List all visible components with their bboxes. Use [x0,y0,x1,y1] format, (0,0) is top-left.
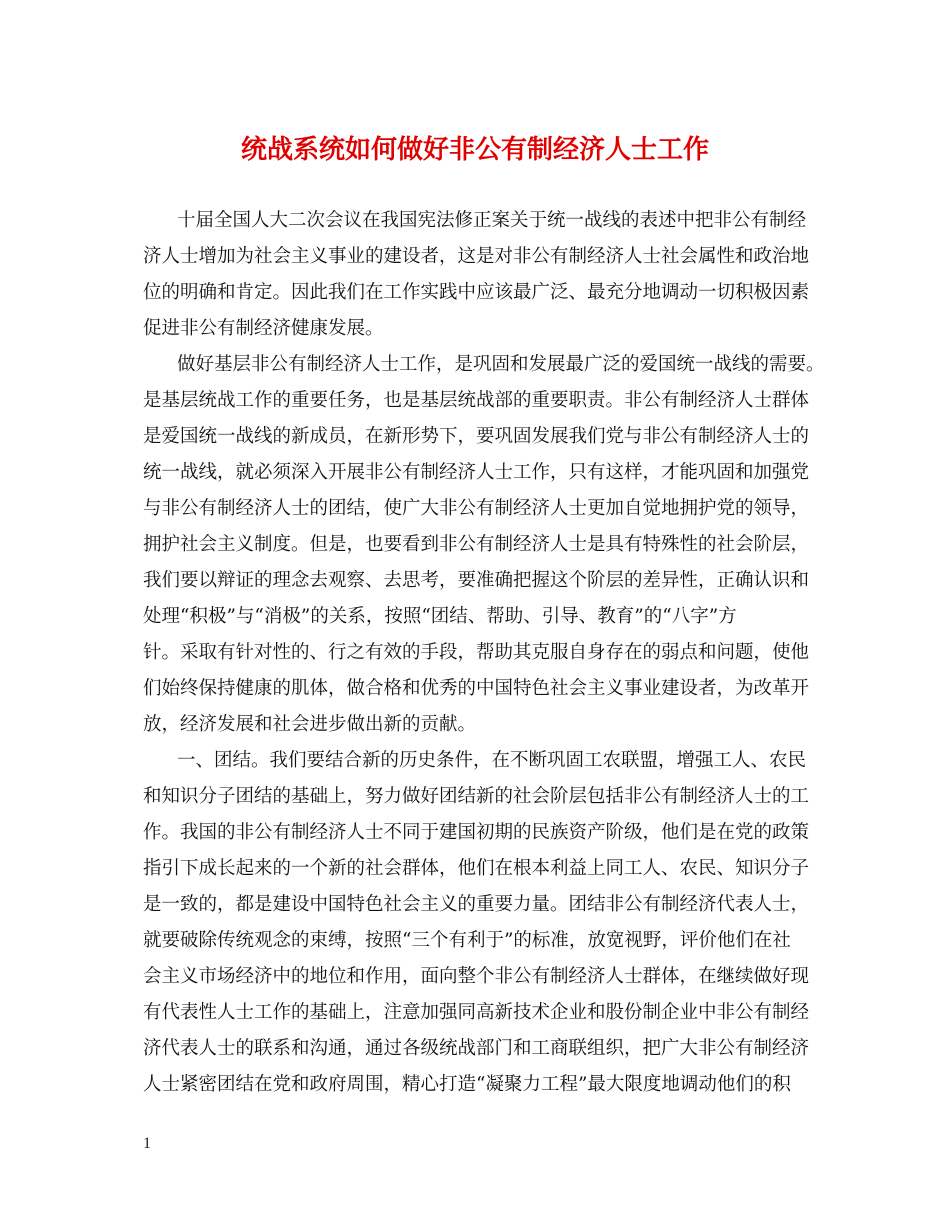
body-line: 针。采取有针对性的、行之有效的手段，帮助其克服自身存在的弱点和问题，使他 [143,642,810,663]
body-line: 们始终保持健康的肌体，做合格和优秀的中国特色社会主义事业建设者，为改革开 [143,678,810,699]
body-line: 有代表性人士工作的基础上，注意加强同高新技术企业和股份制企业中非公有制经 [143,1002,810,1023]
body-line: 处理“积极”与“消极”的关系，按照“团结、帮助、引导、教育”的“八字”方 [143,606,737,627]
body-line: 促进非公有制经济健康发展。 [143,318,384,339]
body-line: 拥护社会主义制度。但是，也要看到非公有制经济人士是具有特殊性的社会阶层， [143,534,810,555]
body-line: 做好基层非公有制经济人士工作，是巩固和发展最广泛的爱国统一战线的需要。 [177,354,825,375]
body-line: 人士紧密团结在党和政府周围，精心打造“凝聚力工程”最大限度地调动他们的积 [143,1074,791,1095]
body-line: 是基层统战工作的重要任务，也是基层统战部的重要职责。非公有制经济人士群体 [143,390,810,411]
body-line: 我们要以辩证的理念去观察、去思考，要准确把握这个阶层的差异性，正确认识和 [143,570,810,591]
body-line: 和知识分子团结的基础上，努力做好团结新的社会阶层包括非公有制经济人士的工 [143,786,810,807]
body-line: 与非公有制经济人士的团结，使广大非公有制经济人士更加自觉地拥护党的领导， [143,498,810,519]
body-line: 济代表人士的联系和沟通，通过各级统战部门和工商联组织，把广大非公有制经济 [143,1038,810,1059]
body-line: 是爱国统一战线的新成员，在新形势下，要巩固发展我们党与非公有制经济人士的 [143,426,810,447]
body-line: 放，经济发展和社会进步做出新的贡献。 [143,714,477,735]
body-line: 济人士增加为社会主义事业的建设者，这是对非公有制经济人士社会属性和政治地 [143,246,810,267]
body-line: 是一致的，都是建设中国特色社会主义的重要力量。团结非公有制经济代表人士， [143,894,810,915]
body-line: 统一战线，就必须深入开展非公有制经济人士工作，只有这样，才能巩固和加强党 [143,462,810,483]
body-line: 位的明确和肯定。因此我们在工作实践中应该最广泛、最充分地调动一切积极因素 [143,282,810,303]
body-line: 会主义市场经济中的地位和作用，面向整个非公有制经济人士群体，在继续做好现 [143,966,810,987]
body-line: 作。我国的非公有制经济人士不同于建国初期的民族资产阶级，他们是在党的政策 [143,822,810,843]
page-number: 1 [143,1135,151,1152]
body-line: 一、团结。我们要结合新的历史条件，在不断巩固工农联盟，增强工人、农民 [177,750,807,771]
body-line: 就要破除传统观念的束缚，按照“三个有利于”的标准，放宽视野，评价他们在社 [143,930,791,951]
body-line: 指引下成长起来的一个新的社会群体，他们在根本利益上同工人、农民、知识分子 [143,858,810,879]
document-title: 统战系统如何做好非公有制经济人士工作 [240,135,709,165]
body-line: 十届全国人大二次会议在我国宪法修正案关于统一战线的表述中把非公有制经 [177,210,807,231]
